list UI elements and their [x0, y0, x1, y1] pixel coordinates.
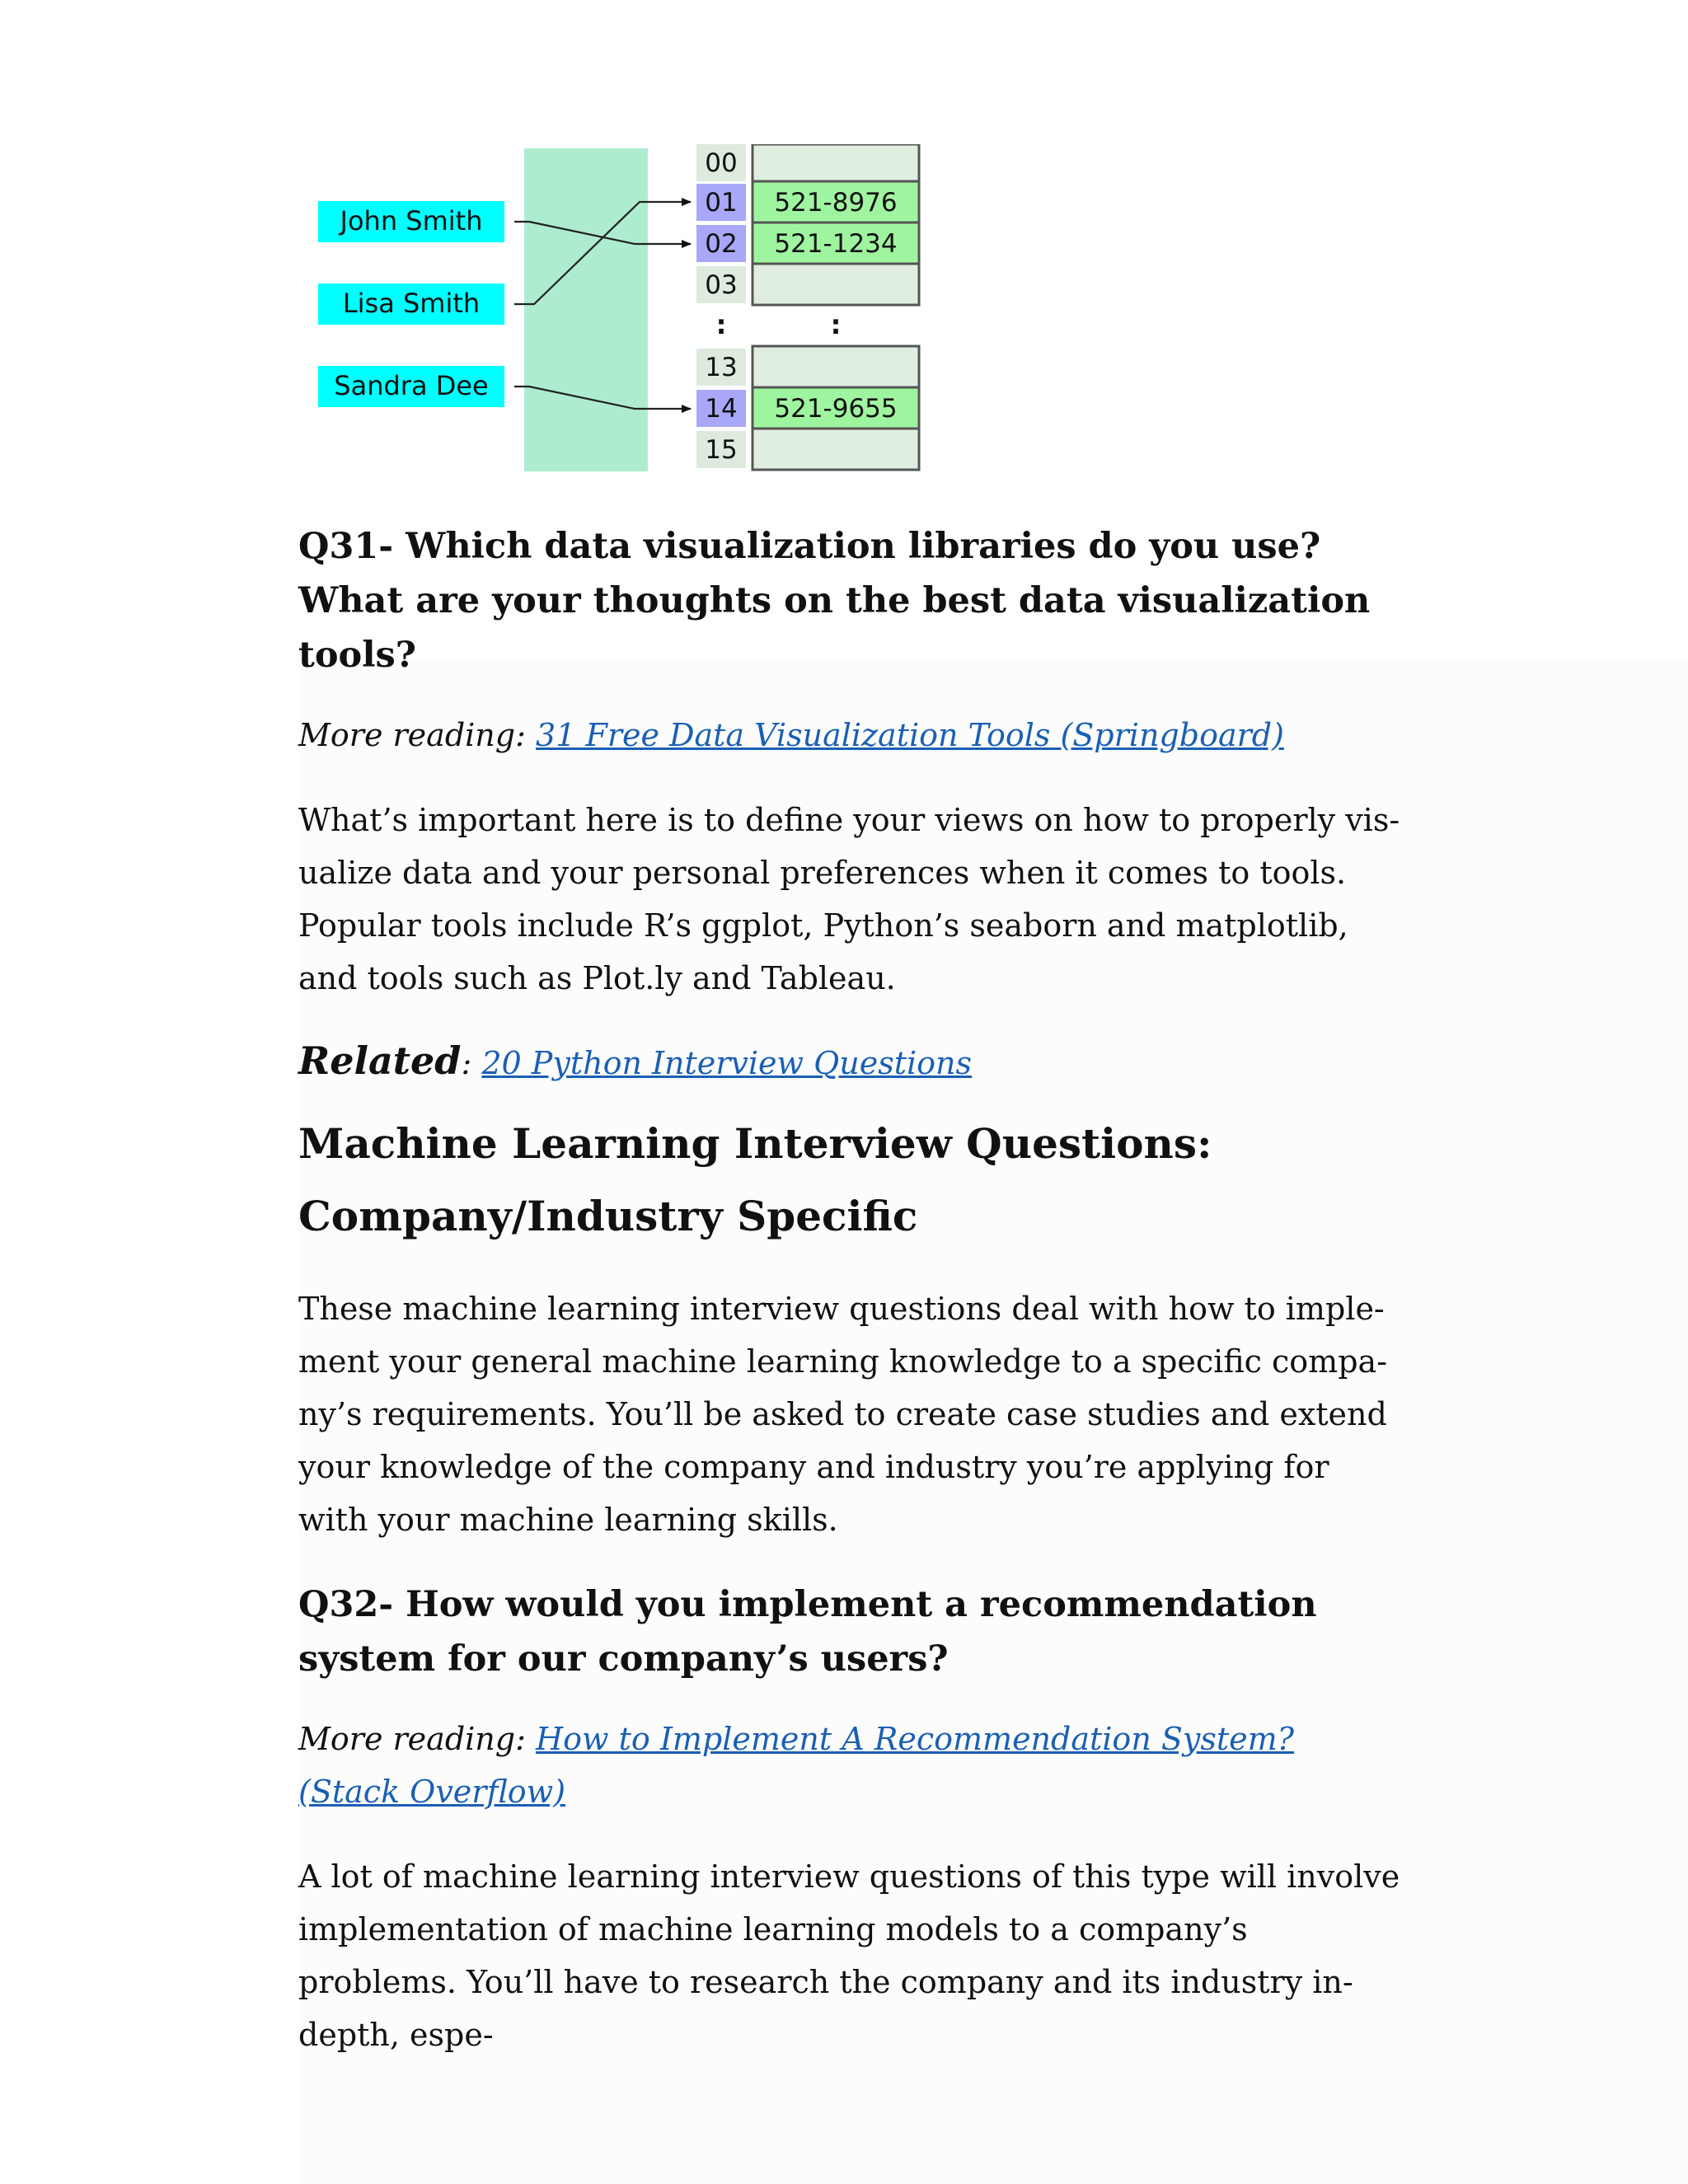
- section-body: These machine learning interview questions deal with how to imple- ment your general machine learning knowledge to a specific compa- ny’s requirements. You’ll be asked to create case studies and extend your knowledge of the company and industry you’re applying for with your machine learning skills.: [298, 1291, 1388, 1538]
- index-label-13: 13: [705, 353, 738, 382]
- recommendation-system-link[interactable]: How to Implement A Recommendation System? (Stack Overflow): [298, 1721, 1295, 1810]
- value-ellipsis: :: [830, 309, 842, 340]
- more-reading-label: More reading:: [298, 717, 526, 753]
- q32-heading: Q32- How would you implement a recommendation system for our company’s users?: [298, 1584, 1317, 1680]
- value-cell-13: [753, 346, 919, 387]
- index-label-14: 14: [705, 394, 738, 424]
- name-label-lisa: Lisa Smith: [342, 288, 481, 319]
- value-label-02: 521-1234: [774, 229, 898, 259]
- more-reading-label: More reading:: [298, 1721, 526, 1757]
- value-cell-03: [753, 264, 919, 305]
- visualization-tools-link[interactable]: 31 Free Data Visualization Tools (Springboard): [536, 717, 1284, 753]
- value-label-14: 521-9655: [774, 394, 898, 424]
- related-line: [298, 1034, 1403, 1090]
- related-colon: :: [461, 1045, 472, 1081]
- hash-table-diagram: [313, 144, 923, 478]
- section-heading: [298, 1108, 1403, 1253]
- section-heading-line-1: Machine Learning Interview Questions:: [298, 1119, 1212, 1168]
- value-cell-00: [753, 144, 919, 181]
- related-label: Related: [298, 1038, 462, 1083]
- q32-more-reading: [298, 1713, 1403, 1818]
- article-body: [298, 519, 1403, 2061]
- index-label-00: 00: [705, 148, 738, 178]
- index-ellipsis: :: [715, 309, 727, 340]
- index-label-01: 01: [705, 188, 738, 218]
- section-heading-line-2: Company/Industry Specific: [298, 1192, 918, 1240]
- index-label-03: 03: [705, 270, 738, 300]
- index-label-02: 02: [705, 229, 738, 259]
- name-label-sandra: Sandra Dee: [334, 370, 489, 401]
- q31-more-reading: [298, 709, 1403, 762]
- hash-function-band: [524, 148, 648, 471]
- name-label-john: John Smith: [340, 205, 483, 237]
- q31-heading: Q31- Which data visualization libraries do you use? What are your thoughts on the best data visualization tools?: [298, 526, 1371, 676]
- q32-body: A lot of machine learning interview questions of this type will involve implementation of machine learning models to a company’s problems. You’ll have to research the company and its industry in-depth, espe-: [298, 1858, 1400, 2053]
- value-cell-15: [753, 429, 919, 470]
- q31-body: What’s important here is to define your views on how to properly vis- ualize data and your personal preferences when it comes to tools. Popular tools include R’s ggplot, Python’s seaborn and matplotlib, and tools such as Plot.ly and Tableau.: [298, 802, 1400, 996]
- index-label-15: 15: [705, 435, 738, 465]
- python-questions-link[interactable]: 20 Python Interview Questions: [481, 1045, 973, 1081]
- value-label-01: 521-8976: [774, 188, 898, 218]
